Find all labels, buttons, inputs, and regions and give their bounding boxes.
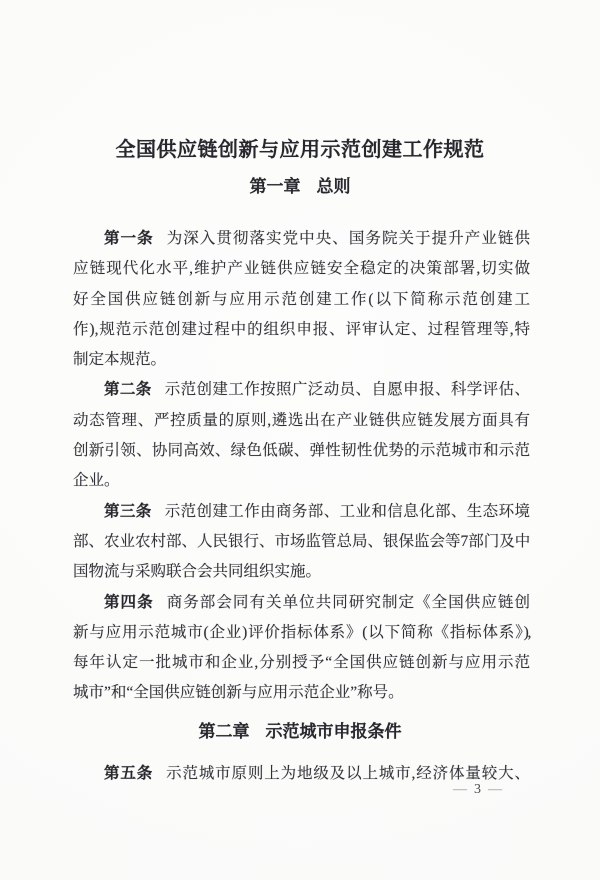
article-4-text: 商务部会同有关单位共同研究制定《全国供应链创 xyxy=(166,593,530,611)
page-title: 全国供应链创新与应用示范创建工作规范 xyxy=(115,139,485,161)
article-1-line: 制定本规范。 xyxy=(73,351,167,369)
article-5-label: 第五条 xyxy=(104,764,154,782)
chapter-1-number: 第一章 xyxy=(249,177,301,196)
footer-dash: — xyxy=(453,782,467,797)
page-number: 3 xyxy=(474,782,481,797)
document-body-continued xyxy=(0,759,600,789)
article-3-line: 部、农业农村部、人民银行、市场监管总局、银保监会等7部门及中 xyxy=(73,532,531,550)
article-4-line: 每年认定一批城市和企业,分别授予“全国供应链创新与应用示范 xyxy=(73,654,530,672)
article-2-line: 创新引领、协同高效、绿色低碳、弹性韧性优势的示范城市和示范 xyxy=(73,442,530,460)
article-1-line: 应链现代化水平,维护产业链供应链安全稳定的决策部署,切实做 xyxy=(73,260,530,278)
article-1-line: 好全国供应链创新与应用示范创建工作(以下简称示范创建工 xyxy=(73,290,530,308)
article-4-label: 第四条 xyxy=(104,593,154,611)
article-4-line: 新与应用示范城市(企业)评价指标体系》(以下简称《指标体系》), xyxy=(73,623,530,641)
article-1-label: 第一条 xyxy=(104,230,154,247)
chapter-1-heading xyxy=(0,174,600,200)
chapter-1-title: 总则 xyxy=(316,177,351,196)
article-2-line: 动态管理、严控质量的原则,遴选出在产业链供应链发展方面具有 xyxy=(73,411,530,429)
chapter-2-heading xyxy=(0,719,600,745)
article-1-text: 为深入贯彻落实党中央、国务院关于提升产业链供 xyxy=(166,230,530,247)
article-3-label: 第三条 xyxy=(104,502,152,520)
page-footer xyxy=(453,782,502,798)
chapter-2-number: 第二章 xyxy=(198,721,250,741)
article-2-text: 示范创建工作按照广泛动员、自愿申报、科学评估、 xyxy=(164,381,530,399)
article-2-line xyxy=(73,375,530,405)
article-2-label: 第二条 xyxy=(104,381,152,399)
article-1-line: 作),规范示范创建过程中的组织申报、评审认定、过程管理等,特 xyxy=(73,320,530,338)
article-3-line xyxy=(73,497,530,527)
chapter-2-title: 示范城市申报条件 xyxy=(265,721,402,741)
article-1-line xyxy=(73,224,530,254)
footer-dash: — xyxy=(488,782,502,797)
article-3-line: 国物流与采购联合会共同组织实施。 xyxy=(73,563,322,581)
article-4-line: 城市”和“全国供应链创新与应用示范企业”称号。 xyxy=(73,684,404,702)
article-5-text: 示范城市原则上为地级及以上城市,经济体量较大、 xyxy=(166,764,530,782)
document-body xyxy=(0,224,600,709)
article-2-line: 企业。 xyxy=(73,472,120,490)
article-3-text: 示范创建工作由商务部、工业和信息化部、生态环境 xyxy=(164,502,530,520)
article-4-line xyxy=(73,588,530,618)
